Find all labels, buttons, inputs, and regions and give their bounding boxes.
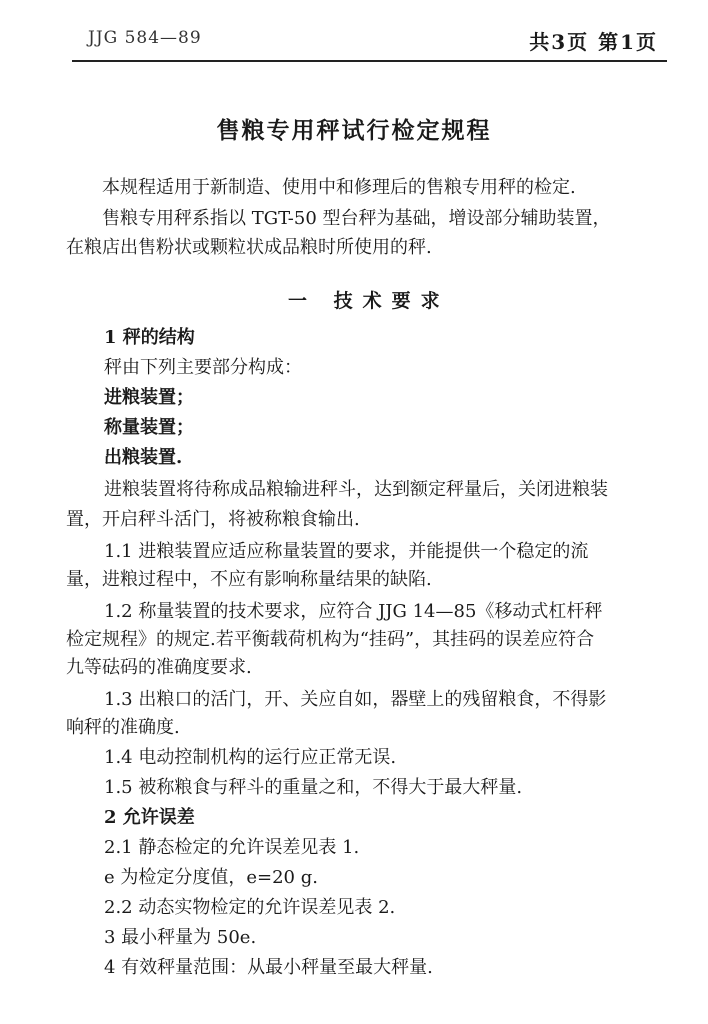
clause-line: 1.3 出粮口的活门，开、关应自如，器壁上的残留粮食，不得影 [104, 689, 607, 710]
clause-line: 3 最小秤量为 50e. [104, 927, 257, 948]
body-line: 检定规程》的规定.若平衡载荷机构为“挂码”，其挂码的误差应符合 [66, 629, 595, 650]
section-heading: 一 技术要求 [288, 290, 450, 312]
clause-heading: 1 秤的结构 [104, 327, 195, 348]
document-title: 售粮专用秤试行检定规程 [216, 117, 492, 144]
clause-line: 2.2 动态实物检定的允许误差见表 2. [104, 897, 396, 918]
header-rule [72, 60, 667, 62]
body-line: 出粮装置. [104, 447, 183, 468]
body-line: 响秤的准确度. [66, 717, 180, 738]
body-line: 进粮装置； [104, 387, 194, 408]
body-line: 秤由下列主要部分构成： [104, 357, 302, 378]
intro-line: 本规程适用于新制造、使用中和修理后的售粮专用秤的检定. [102, 177, 576, 198]
body-line: 置，开启秤斗活门，将被称粮食输出. [66, 509, 360, 530]
page-header [0, 0, 708, 70]
intro-line: 售粮专用秤系指以 TGT-50 型台秤为基础，增设部分辅助装置， [102, 208, 611, 229]
clause-line: 1.1 进粮装置应适应称量装置的要求，并能提供一个稳定的流 [104, 541, 589, 562]
clause-line: 4 有效秤量范围：从最小秤量至最大秤量. [104, 957, 433, 978]
body-line: 称量装置； [104, 417, 194, 438]
body-line: 九等砝码的准确度要求. [66, 657, 252, 678]
clause-heading: 2 允许误差 [104, 807, 195, 828]
page-info: 共3页 第1页 [529, 30, 658, 54]
clause-line: 1.5 被称粮食与秤斗的重量之和，不得大于最大秤量. [104, 777, 523, 798]
intro-line: 在粮店出售粉状或颗粒状成品粮时所使用的秤. [66, 237, 432, 258]
clause-line: 1.2 称量装置的技术要求，应符合 JJG 14—85《移动式杠杆秤 [104, 601, 603, 622]
body-line: 量，进粮过程中，不应有影响称量结果的缺陷. [66, 569, 432, 590]
body-line: e 为检定分度值，e=20 g. [104, 867, 318, 888]
standard-number: JJG 584—89 [88, 28, 202, 48]
body-line: 进粮装置将待称成品粮输进秤斗，达到额定秤量后，关闭进粮装 [104, 479, 608, 500]
clause-line: 1.4 电动控制机构的运行应正常无误. [104, 747, 397, 768]
clause-line: 2.1 静态检定的允许误差见表 1. [104, 837, 360, 858]
